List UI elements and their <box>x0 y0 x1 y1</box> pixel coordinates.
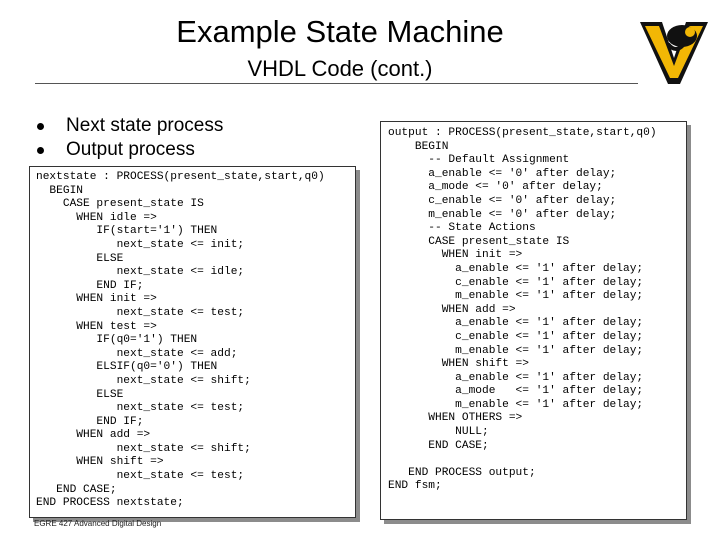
bullet-text: Next state process <box>66 115 224 136</box>
bullet-list <box>32 114 223 162</box>
bullet-text: Output process <box>66 139 195 160</box>
output-code: output : PROCESS(present_state,start,q0) BEGIN -- Default Assignment a_enable <= '0' after delay; a_mode <= '0' after delay; c_enable <= '0' after delay; m_enable <= '0' after delay; -- State Actions CASE present_state IS WHEN init => a_enable <= '1' after delay; c_enable <= '1' after delay; m_enable <= '1' after delay; WHEN add => a_enable <= '1' after delay; c_enable <= '1' after delay; m_enable <= '1' after delay; WHEN shift => a_enable <= '1' after delay; a_mode <= '1' after delay; m_enable <= '1' after delay; WHEN OTHERS => NULL; END CASE; END PROCESS output; END fsm; <box>388 127 657 493</box>
bullet-dot-icon <box>37 123 44 130</box>
bullet-item <box>32 114 223 138</box>
output-code-box <box>380 121 687 520</box>
footer-text: EGRE 427 Advanced Digital Design <box>34 519 162 528</box>
bullet-dot-icon <box>37 147 44 154</box>
nextstate-code-box <box>29 166 356 518</box>
university-logo <box>638 14 710 86</box>
bullet-item <box>32 138 223 162</box>
slide-subtitle: VHDL Code (cont.) <box>247 56 433 81</box>
title-divider <box>35 83 685 84</box>
nextstate-code: nextstate : PROCESS(present_state,start,q0) BEGIN CASE present_state IS WHEN idle => IF(start='1') THEN next_state <= init; ELSE next_state <= idle; END IF; WHEN init => next_state <= test; WHEN test => IF(q0='1') THEN next_state <= add; ELSIF(q0='0') THEN next_state <= shift; ELSE next_state <= test; END IF; WHEN add => next_state <= shift; WHEN shift => next_state <= test; END CASE; END PROCESS nextstate; <box>36 171 325 510</box>
slide-title: Example State Machine <box>176 14 504 49</box>
